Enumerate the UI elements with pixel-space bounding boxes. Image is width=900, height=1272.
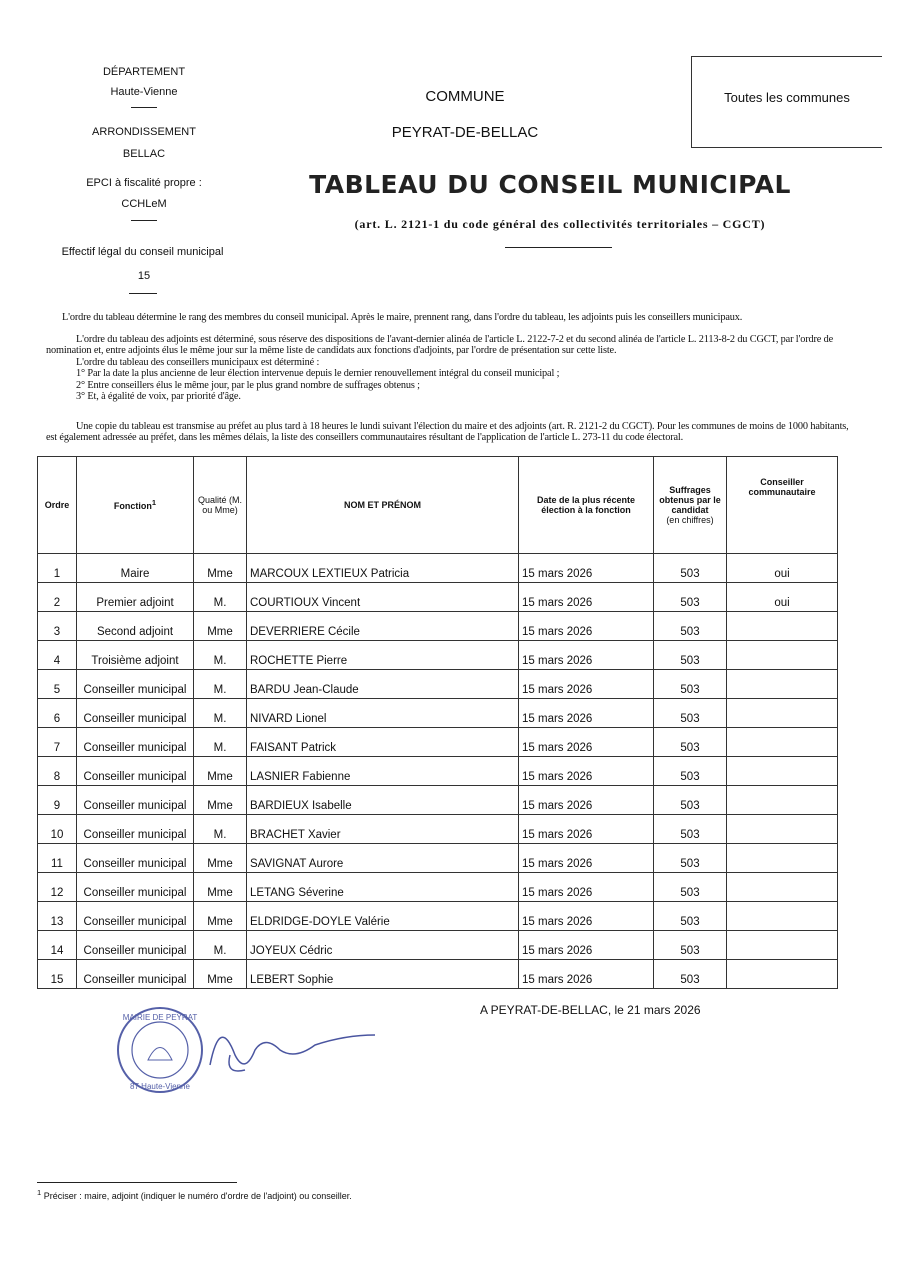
cell-ordre: 8 bbox=[38, 756, 77, 785]
cell-qualite: M. bbox=[194, 930, 247, 959]
table-row bbox=[38, 698, 838, 727]
cell-qualite: M. bbox=[194, 582, 247, 611]
cell-fonction: Troisième adjoint bbox=[77, 640, 194, 669]
cell-qualite: M. bbox=[194, 669, 247, 698]
header-suffrages-sub: (en chiffres) bbox=[666, 514, 714, 525]
cell-suffrages: 503 bbox=[654, 930, 727, 959]
cell-nom: LEBERT Sophie bbox=[247, 959, 519, 988]
cell-communautaire bbox=[727, 901, 838, 930]
document-title: TABLEAU DU CONSEIL MUNICIPAL bbox=[309, 170, 791, 199]
header-nom: NOM ET PRÉNOM bbox=[247, 456, 519, 553]
cell-nom: SAVIGNAT Aurore bbox=[247, 843, 519, 872]
paragraph: Une copie du tableau est transmise au préfet au plus tard à 18 heures le lundi suivant l'élection du maire et des adjoints (art. R. 2121-2 du CGCT). Pour les communes de moins de 1000 habitants, est également adressée au préfet, dans les mêmes délais, la liste des conseillers communautaires résultant de l'application de l'article L. 273-11 du code électoral. bbox=[46, 420, 849, 443]
cell-ordre: 5 bbox=[38, 669, 77, 698]
table-row bbox=[38, 582, 838, 611]
cell-nom: LASNIER Fabienne bbox=[247, 756, 519, 785]
cell-nom: MARCOUX LEXTIEUX Patricia bbox=[247, 553, 519, 582]
cell-communautaire bbox=[727, 698, 838, 727]
cell-communautaire bbox=[727, 727, 838, 756]
effectif: 15 bbox=[137, 270, 151, 282]
header-date: Date de la plus récente élection à la fonction bbox=[519, 456, 654, 553]
cell-fonction: Conseiller municipal bbox=[77, 901, 194, 930]
cell-suffrages: 503 bbox=[654, 959, 727, 988]
cell-suffrages: 503 bbox=[654, 843, 727, 872]
commune-label: COMMUNE bbox=[425, 88, 505, 105]
cell-ordre: 11 bbox=[38, 843, 77, 872]
table-row bbox=[38, 959, 838, 988]
cell-ordre: 10 bbox=[38, 814, 77, 843]
cell-suffrages: 503 bbox=[654, 727, 727, 756]
cell-communautaire: oui bbox=[727, 582, 838, 611]
cell-nom: ELDRIDGE-DOYLE Valérie bbox=[247, 901, 519, 930]
header-qualite: Qualité (M. ou Mme) bbox=[194, 456, 247, 553]
cell-suffrages: 503 bbox=[654, 553, 727, 582]
cell-nom: FAISANT Patrick bbox=[247, 727, 519, 756]
cell-qualite: Mme bbox=[194, 959, 247, 988]
cell-suffrages: 503 bbox=[654, 785, 727, 814]
signature-area bbox=[37, 999, 859, 1124]
cell-communautaire bbox=[727, 756, 838, 785]
cell-communautaire bbox=[727, 843, 838, 872]
cell-date: 15 mars 2026 bbox=[519, 756, 654, 785]
cell-ordre: 7 bbox=[38, 727, 77, 756]
cell-suffrages: 503 bbox=[654, 756, 727, 785]
cell-ordre: 14 bbox=[38, 930, 77, 959]
table-row bbox=[38, 669, 838, 698]
cell-fonction: Premier adjoint bbox=[77, 582, 194, 611]
cell-qualite: Mme bbox=[194, 843, 247, 872]
epci-label: EPCI à fiscalité propre : bbox=[86, 177, 202, 189]
cell-suffrages: 503 bbox=[654, 698, 727, 727]
cell-nom: ROCHETTE Pierre bbox=[247, 640, 519, 669]
cell-date: 15 mars 2026 bbox=[519, 727, 654, 756]
cell-nom: NIVARD Lionel bbox=[247, 698, 519, 727]
cell-date: 15 mars 2026 bbox=[519, 872, 654, 901]
cell-fonction: Conseiller municipal bbox=[77, 959, 194, 988]
cell-date: 15 mars 2026 bbox=[519, 698, 654, 727]
departement: Haute-Vienne bbox=[110, 86, 178, 98]
cell-date: 15 mars 2026 bbox=[519, 901, 654, 930]
table-row bbox=[38, 756, 838, 785]
footnote bbox=[37, 1188, 352, 1201]
paragraph: 3° Et, à égalité de voix, par priorité d'âge. bbox=[76, 391, 241, 402]
cell-fonction: Conseiller municipal bbox=[77, 756, 194, 785]
paragraph: L'ordre du tableau des conseillers municipaux est déterminé : bbox=[76, 356, 320, 368]
cell-qualite: M. bbox=[194, 698, 247, 727]
cell-qualite: Mme bbox=[194, 872, 247, 901]
cell-communautaire bbox=[727, 785, 838, 814]
cell-date: 15 mars 2026 bbox=[519, 814, 654, 843]
cell-suffrages: 503 bbox=[654, 611, 727, 640]
cell-ordre: 3 bbox=[38, 611, 77, 640]
cell-nom: COURTIOUX Vincent bbox=[247, 582, 519, 611]
arrondissement-label: ARRONDISSEMENT bbox=[92, 126, 196, 138]
footnote-ref: 1 bbox=[151, 498, 157, 507]
cell-fonction: Second adjoint bbox=[77, 611, 194, 640]
cell-suffrages: 503 bbox=[654, 640, 727, 669]
svg-text:87 Haute-Vienne: 87 Haute-Vienne bbox=[130, 1081, 190, 1091]
cell-qualite: Mme bbox=[194, 553, 247, 582]
cell-suffrages: 503 bbox=[654, 901, 727, 930]
mairie-stamp-and-signature bbox=[110, 1005, 410, 1105]
cell-date: 15 mars 2026 bbox=[519, 640, 654, 669]
cell-communautaire bbox=[727, 872, 838, 901]
table-row bbox=[38, 843, 838, 872]
cell-communautaire: oui bbox=[727, 553, 838, 582]
header-fonction-label: Fonction bbox=[113, 501, 152, 511]
table-row bbox=[38, 727, 838, 756]
cell-nom: BRACHET Xavier bbox=[247, 814, 519, 843]
cell-qualite: Mme bbox=[194, 611, 247, 640]
cell-communautaire bbox=[727, 611, 838, 640]
departement-label: DÉPARTEMENT bbox=[102, 66, 186, 78]
header-communautaire: Conseiller communautaire bbox=[727, 456, 838, 553]
svg-text:MAIRIE DE PEYRAT: MAIRIE DE PEYRAT bbox=[122, 1012, 198, 1022]
cell-suffrages: 503 bbox=[654, 814, 727, 843]
cell-communautaire bbox=[727, 930, 838, 959]
cell-fonction: Conseiller municipal bbox=[77, 843, 194, 872]
cell-qualite: Mme bbox=[194, 901, 247, 930]
cell-communautaire bbox=[727, 814, 838, 843]
cell-fonction: Maire bbox=[77, 553, 194, 582]
cell-fonction: Conseiller municipal bbox=[77, 814, 194, 843]
cell-ordre: 4 bbox=[38, 640, 77, 669]
cell-communautaire bbox=[727, 959, 838, 988]
header-fonction bbox=[77, 456, 194, 553]
document-subtitle: (art. L. 2121-1 du code général des collectivités territoriales – CGCT) bbox=[354, 217, 766, 231]
commune-name: PEYRAT-DE-BELLAC bbox=[391, 124, 539, 141]
table-row bbox=[38, 930, 838, 959]
cell-nom: LETANG Séverine bbox=[247, 872, 519, 901]
cell-date: 15 mars 2026 bbox=[519, 930, 654, 959]
cell-fonction: Conseiller municipal bbox=[77, 727, 194, 756]
cell-date: 15 mars 2026 bbox=[519, 785, 654, 814]
cell-date: 15 mars 2026 bbox=[519, 611, 654, 640]
table-row bbox=[38, 553, 838, 582]
cell-fonction: Conseiller municipal bbox=[77, 930, 194, 959]
commune-type: Toutes les communes bbox=[724, 90, 850, 105]
header-ordre: Ordre bbox=[38, 456, 77, 553]
cell-qualite: Mme bbox=[194, 756, 247, 785]
cell-nom: JOYEUX Cédric bbox=[247, 930, 519, 959]
effectif-label: Effectif légal du conseil municipal bbox=[61, 246, 224, 258]
table-row bbox=[38, 611, 838, 640]
commune-type-box bbox=[691, 56, 882, 148]
cell-fonction: Conseiller municipal bbox=[77, 785, 194, 814]
cell-ordre: 2 bbox=[38, 582, 77, 611]
cell-communautaire bbox=[727, 669, 838, 698]
cell-qualite: M. bbox=[194, 727, 247, 756]
cell-fonction: Conseiller municipal bbox=[77, 669, 194, 698]
paragraph: L'ordre du tableau des adjoints est déterminé, sous réserve des dispositions de l'avant-dernier alinéa de l'article L. 2122-7-2 et du second alinéa de l'article L. 2113-8-2 du CGCT, par l'ordre de nomination et, entre adjoints élus le même jour sur la même liste de candidats aux fonctions d'adjoints, par l'ordre de présentation sur cette liste. bbox=[46, 333, 834, 356]
footnote-text: Préciser : maire, adjoint (indiquer le numéro d'ordre de l'adjoint) ou conseiller. bbox=[43, 1191, 352, 1201]
cell-suffrages: 503 bbox=[654, 669, 727, 698]
epci: CCHLeM bbox=[121, 198, 167, 210]
cell-fonction: Conseiller municipal bbox=[77, 872, 194, 901]
cell-ordre: 13 bbox=[38, 901, 77, 930]
table-row bbox=[38, 901, 838, 930]
cell-ordre: 15 bbox=[38, 959, 77, 988]
arrondissement: BELLAC bbox=[122, 148, 166, 160]
cell-fonction: Conseiller municipal bbox=[77, 698, 194, 727]
paragraph: L'ordre du tableau détermine le rang des membres du conseil municipal. Après le maire, prennent rang, dans l'ordre du tableau, les adjoints puis les conseillers municipaux. bbox=[62, 312, 743, 323]
table-row bbox=[38, 640, 838, 669]
document-body bbox=[37, 312, 859, 1124]
table-row bbox=[38, 785, 838, 814]
cell-qualite: M. bbox=[194, 640, 247, 669]
table-row bbox=[38, 814, 838, 843]
cell-qualite: Mme bbox=[194, 785, 247, 814]
council-table bbox=[37, 456, 838, 989]
cell-ordre: 6 bbox=[38, 698, 77, 727]
footnote-mark: 1 bbox=[37, 1188, 42, 1197]
cell-ordre: 1 bbox=[38, 553, 77, 582]
table-header-row bbox=[38, 456, 838, 553]
cell-nom: BARDIEUX Isabelle bbox=[247, 785, 519, 814]
cell-communautaire bbox=[727, 640, 838, 669]
cell-suffrages: 503 bbox=[654, 872, 727, 901]
cell-date: 15 mars 2026 bbox=[519, 843, 654, 872]
paragraph: 1° Par la date la plus ancienne de leur élection intervenue depuis le dernier renouvellement intégral du conseil municipal ; bbox=[76, 368, 560, 379]
cell-nom: DEVERRIERE Cécile bbox=[247, 611, 519, 640]
cell-ordre: 9 bbox=[38, 785, 77, 814]
header-suffrages-label: Suffrages obtenus par le candidat bbox=[659, 484, 721, 515]
header-suffrages bbox=[654, 456, 727, 553]
cell-date: 15 mars 2026 bbox=[519, 582, 654, 611]
cell-date: 15 mars 2026 bbox=[519, 669, 654, 698]
cell-qualite: M. bbox=[194, 814, 247, 843]
place-date: A PEYRAT-DE-BELLAC, le 21 mars 2026 bbox=[480, 1002, 701, 1017]
table-row bbox=[38, 872, 838, 901]
cell-date: 15 mars 2026 bbox=[519, 959, 654, 988]
cell-ordre: 12 bbox=[38, 872, 77, 901]
cell-suffrages: 503 bbox=[654, 582, 727, 611]
cell-date: 15 mars 2026 bbox=[519, 553, 654, 582]
cell-nom: BARDU Jean-Claude bbox=[247, 669, 519, 698]
paragraph: 2° Entre conseillers élus le même jour, par le plus grand nombre de suffrages obtenus ; bbox=[76, 379, 420, 391]
